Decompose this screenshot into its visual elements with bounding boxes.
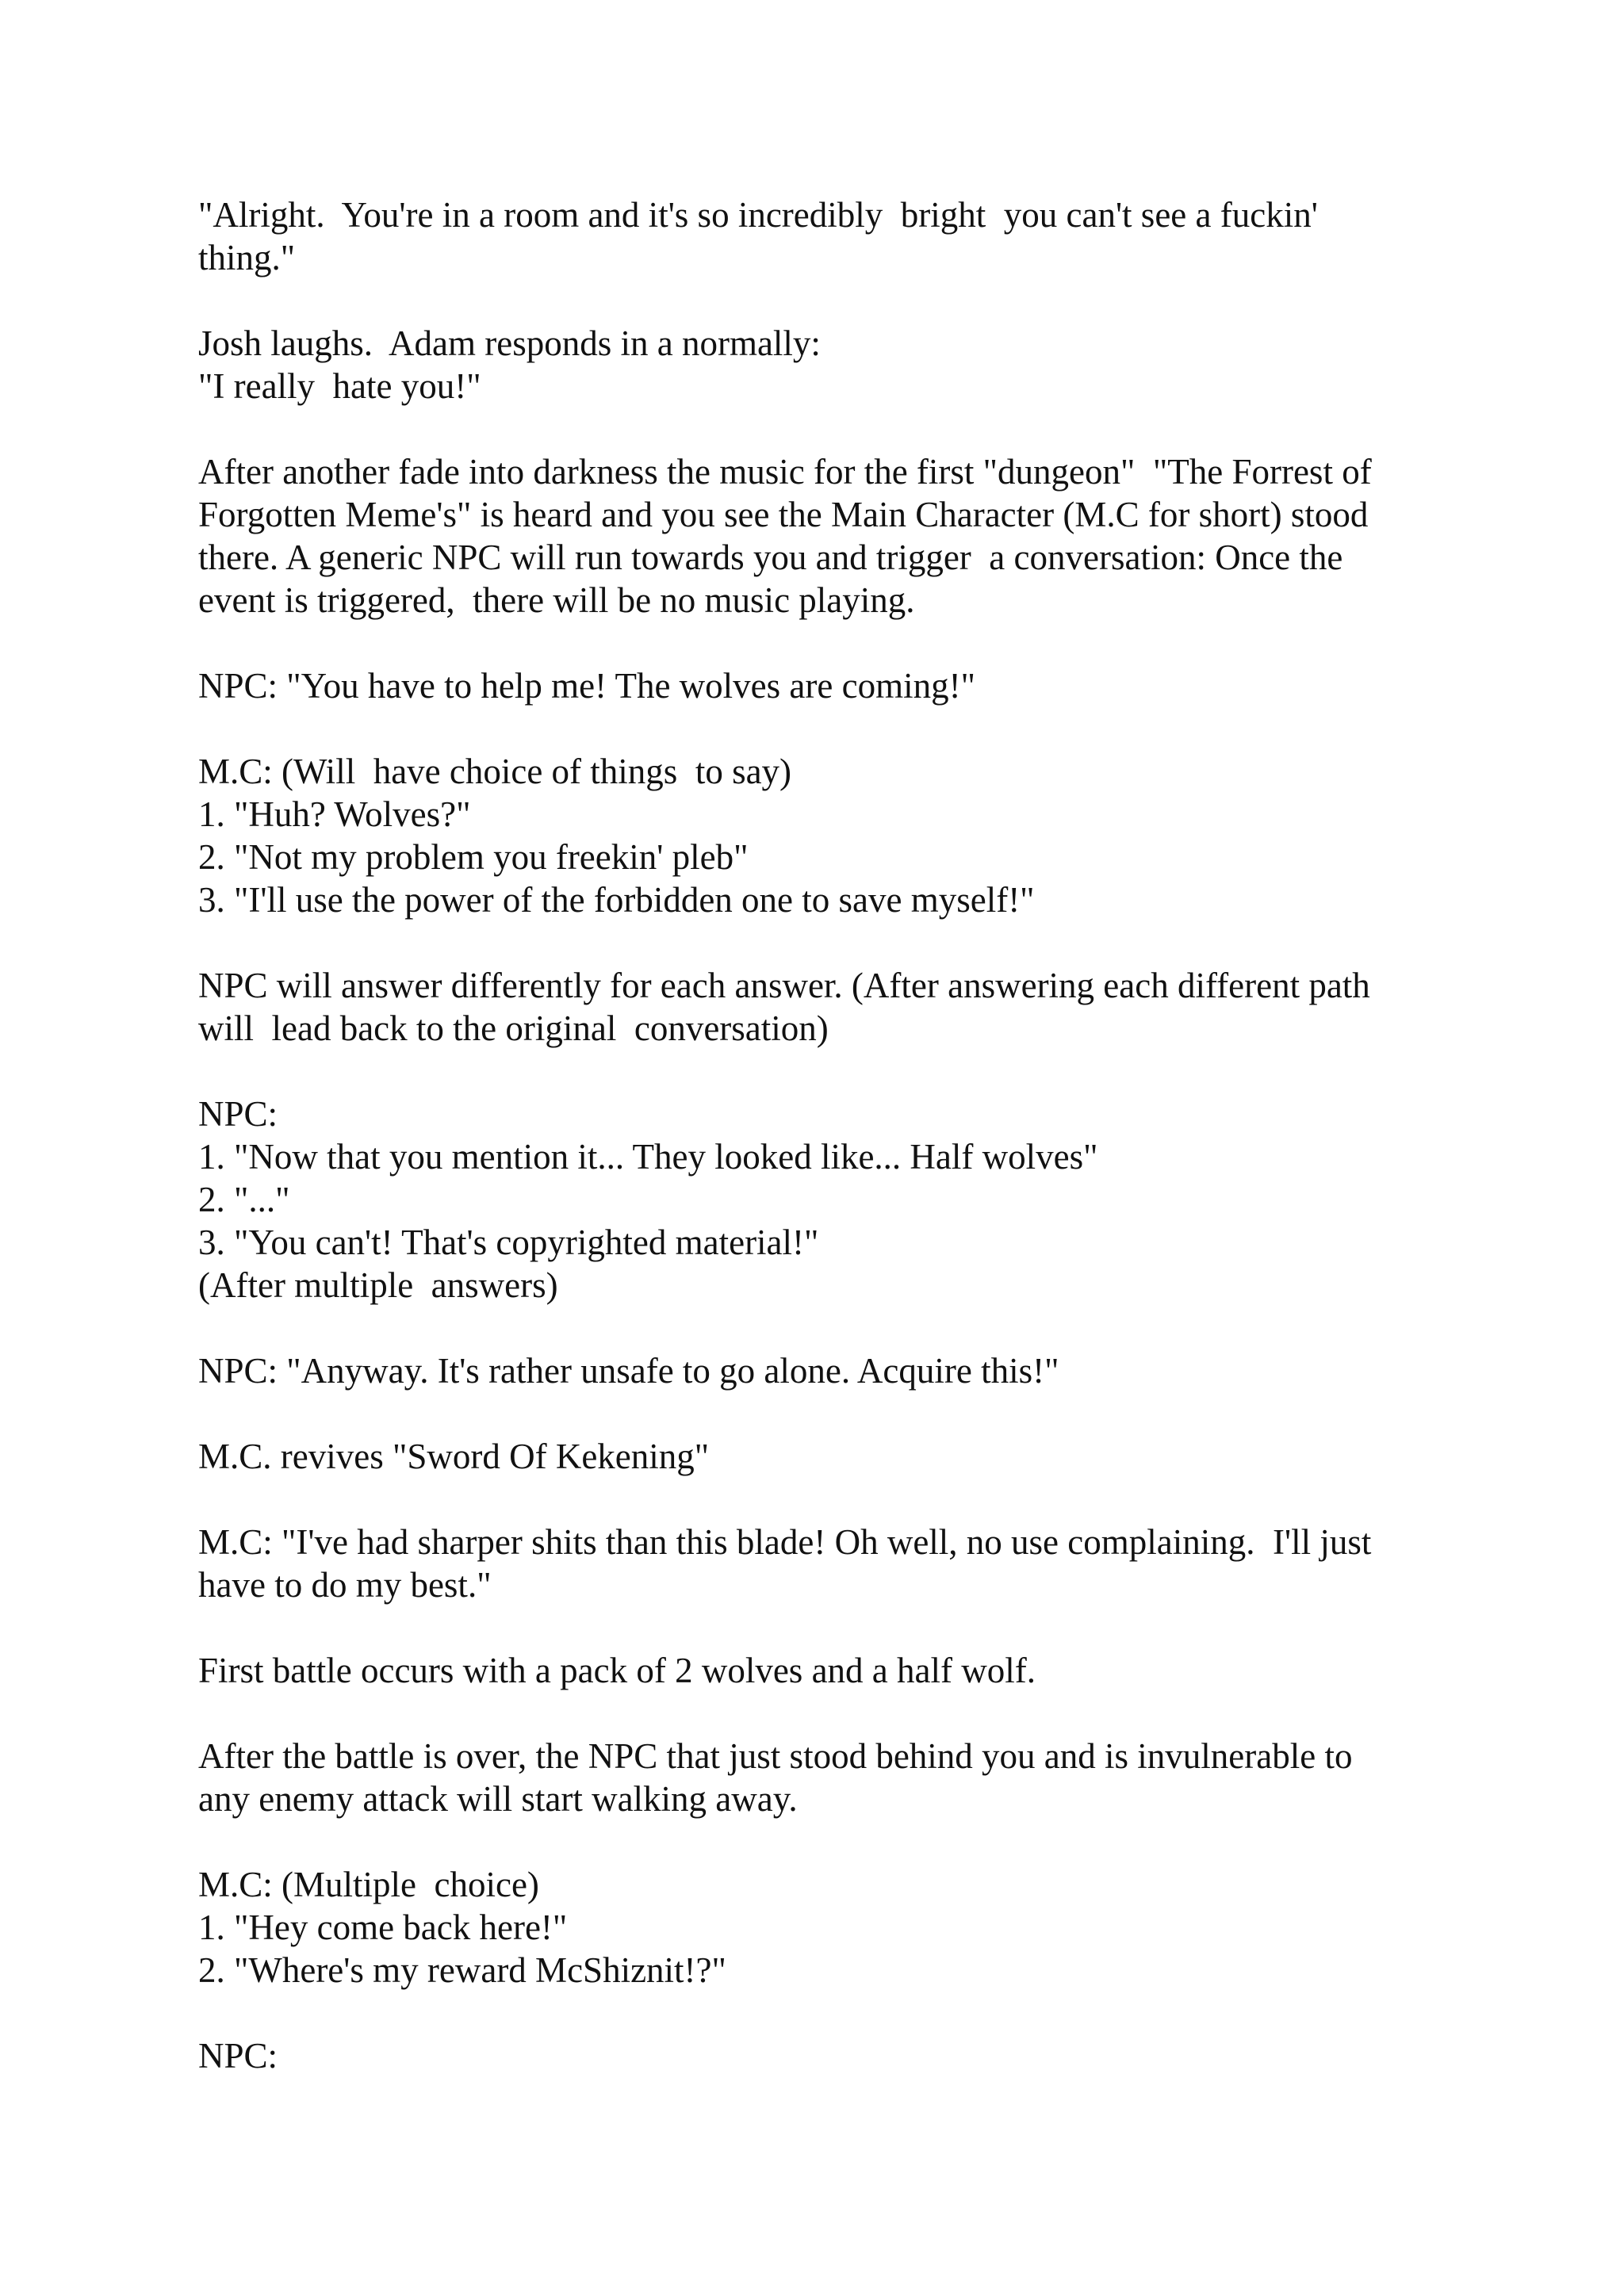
text-line: M.C. revives "Sword Of Kekening" xyxy=(198,1437,710,1476)
text-line: 1. "Now that you mention it... They looked like... Half wolves" xyxy=(198,1137,1098,1177)
paragraph-first-battle xyxy=(198,1649,1435,1692)
text-line: 2. "Where's my reward McShiznit!?" xyxy=(198,1950,726,1990)
text-line: Forgotten Meme's" is heard and you see the Main Character (M.C for short) stood xyxy=(198,495,1369,534)
text-line: After another fade into darkness the music for the first "dungeon" "The Forrest of xyxy=(198,452,1372,492)
text-line: 2. "..." xyxy=(198,1180,290,1219)
text-line: After the battle is over, the NPC that just stood behind you and is invulnerable to xyxy=(198,1736,1353,1776)
text-line: 3. "You can't! That's copyrighted material!" xyxy=(198,1223,819,1262)
paragraph-after-battle xyxy=(198,1735,1435,1820)
text-line: (After multiple answers) xyxy=(198,1265,558,1305)
text-line: there. A generic NPC will run towards you and trigger a conversation: Once the xyxy=(198,538,1343,577)
paragraph-npc-anyway xyxy=(198,1349,1435,1392)
document-body xyxy=(198,193,1435,2120)
text-line: NPC will answer differently for each answer. (After answering each different path xyxy=(198,966,1370,1005)
paragraph-npc-answer-note xyxy=(198,964,1435,1050)
text-line: M.C: "I've had sharper shits than this blade! Oh well, no use complaining. I'll just xyxy=(198,1522,1372,1562)
text-line: M.C: (Multiple choice) xyxy=(198,1865,539,1904)
paragraph-dungeon-intro xyxy=(198,450,1435,622)
text-line: NPC: "Anyway. It's rather unsafe to go alone. Acquire this!" xyxy=(198,1351,1059,1391)
text-line: "I really hate you!" xyxy=(198,366,481,406)
text-line: 2. "Not my problem you freekin' pleb" xyxy=(198,837,749,877)
text-line: NPC: "You have to help me! The wolves are coming!" xyxy=(198,666,975,706)
text-line: 1. "Hey come back here!" xyxy=(198,1908,568,1947)
text-line: 1. "Huh? Wolves?" xyxy=(198,794,471,834)
text-line: have to do my best." xyxy=(198,1565,492,1605)
text-line: 3. "I'll use the power of the forbidden one to save myself!" xyxy=(198,880,1035,920)
text-line: M.C: (Will have choice of things to say) xyxy=(198,752,792,791)
paragraph-mc-choices xyxy=(198,750,1435,921)
text-line: Josh laughs. Adam responds in a normally: xyxy=(198,323,821,363)
text-line: any enemy attack will start walking away. xyxy=(198,1779,798,1819)
paragraph-sword-received xyxy=(198,1435,1435,1478)
text-line: will lead back to the original conversation) xyxy=(198,1008,829,1048)
paragraph-mc-multiple-choice xyxy=(198,1863,1435,1992)
text-line: "Alright. You're in a room and it's so incredibly bright you can't see a fuckin' xyxy=(198,195,1318,235)
paragraph-mc-blade-remark xyxy=(198,1521,1435,1606)
paragraph-npc-plea xyxy=(198,664,1435,707)
paragraph-opening-narration xyxy=(198,193,1435,279)
paragraph-npc-final xyxy=(198,2034,1435,2077)
text-line: NPC: xyxy=(198,1094,278,1134)
text-line: event is triggered, there will be no music playing. xyxy=(198,580,915,620)
text-line: thing." xyxy=(198,238,296,277)
text-line: First battle occurs with a pack of 2 wolves and a half wolf. xyxy=(198,1651,1036,1690)
text-line: NPC: xyxy=(198,2036,278,2076)
paragraph-npc-responses xyxy=(198,1093,1435,1307)
paragraph-josh-adam xyxy=(198,322,1435,408)
